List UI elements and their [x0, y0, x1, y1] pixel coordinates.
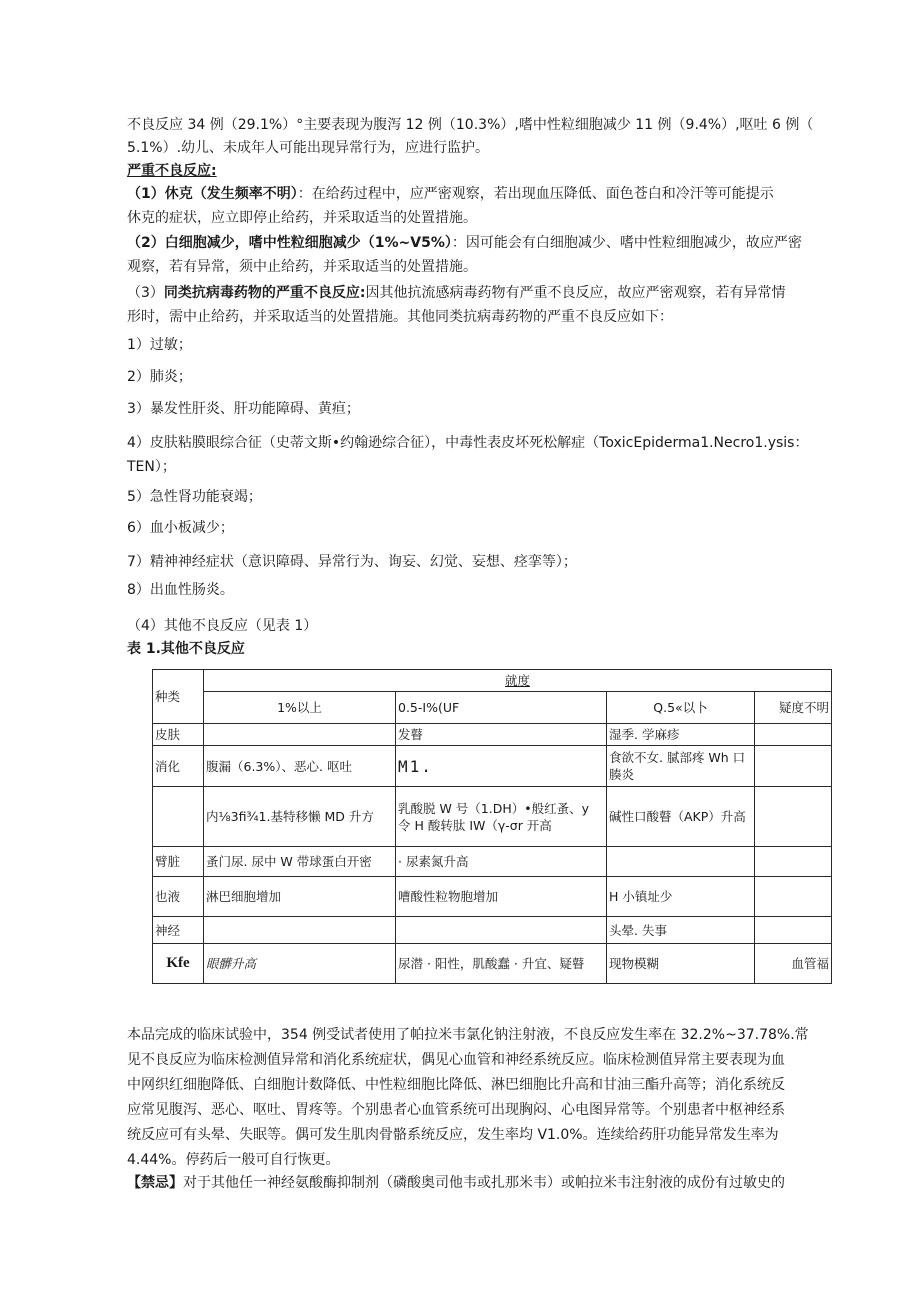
adverse-reactions-table — [152, 669, 832, 984]
para-line-3: 中网织红细胞降低、白细胞计数降低、中性粒细胞比降低、淋巴细胞比升高和甘油三酯升高等；消化系统反 — [127, 1077, 785, 1093]
table-cell: 乳酸脱 W 号（1.DH）•般红蚤、y 令 H 酸转肽 IW（γ-σr 开高 — [396, 787, 607, 847]
similar-label: 同类抗病毒药物的严重不良反应: — [163, 285, 366, 301]
table-row — [153, 877, 832, 917]
similar-num: （3） — [127, 285, 164, 301]
list-item: 5）急性肾功能衰竭； — [127, 489, 262, 505]
table-cell: 腹漏（6.3%）、恶心. 呕吐 — [204, 746, 396, 787]
header-freq-1: 1%以上 — [204, 692, 396, 724]
table-cell: · 尿素氮升高 — [396, 847, 607, 877]
table-cell: M1. — [396, 746, 607, 787]
list-item: 8）出血性肠炎。 — [127, 582, 234, 598]
table-cell — [755, 787, 832, 847]
table-cell — [755, 724, 832, 746]
list-item: 4）皮肤粘膜眼综合征（史蒂文斯•约翰逊综合征），中毒性表皮坏死松解症（ToxicEpiderma1.Necro1.ysis： — [127, 435, 809, 451]
list-item: TEN）； — [127, 459, 176, 475]
row-category: 神经 — [153, 917, 204, 944]
table-cell: H 小镇址少 — [607, 877, 755, 917]
table-row — [153, 944, 832, 984]
table-cell: 淋巴细胞增加 — [204, 877, 396, 917]
contraindications-label: 【禁忌】 — [127, 1175, 183, 1191]
header-freq-2: 0.5-I%(UF — [396, 692, 607, 724]
shock-line-2: 休克的症状，应立即停止给药，并采取适当的处置措施。 — [127, 210, 477, 226]
similar-line-2: 形时，需中止给药，并采取适当的处置措施。其他同类抗病毒药物的严重不良反应如下： — [127, 309, 673, 325]
list-item: 3）暴发性肝炎、肝功能障碍、黄疸； — [127, 401, 360, 417]
table-cell: 蚤门尿. 尿中 W 带球蛋白开密 — [204, 847, 396, 877]
serious-heading: 严重不良反应: — [127, 163, 217, 179]
table-cell: 头晕. 失事 — [607, 917, 755, 944]
header-freq-4: 疑度不明 — [755, 692, 832, 724]
list-item: 2）肺炎； — [127, 369, 192, 385]
row-category — [153, 787, 204, 847]
header-frequency: 就度 — [204, 670, 832, 692]
table-cell — [755, 746, 832, 787]
contraindications-line — [127, 1172, 859, 1195]
table-cell: 发瞽 — [396, 724, 607, 746]
list-item: 6）血小板减少； — [127, 520, 234, 536]
table-title: 表 1.其他不良反应 — [127, 641, 245, 657]
intro-line-1: 不良反应 34 例（29.1%）°主要表现为腹泻 12 例（10.3%）,嗜中性粒细胞减少 11 例（9.4%）,呕吐 6 例（ — [127, 117, 814, 133]
list-item: 7）精神神经症状（意识障碍、异常行为、询妄、幻觉、妄想、痉挛等）； — [127, 554, 577, 570]
contraindications-text: 对于其他任一神经氨酸酶抑制剂（磷酸奥司他韦或扎那米韦）或帕拉米韦注射液的成份有过敏史的 — [183, 1175, 785, 1191]
row-category: 也液 — [153, 877, 204, 917]
row-category: Kfe — [153, 944, 204, 984]
list-item: 1）过敏； — [127, 337, 192, 353]
table-row — [153, 724, 832, 746]
table-cell: 食欲不女. 腻部疼 Wh 口腠炎 — [607, 746, 755, 787]
table-cell: 现物模糊 — [607, 944, 755, 984]
table-row — [153, 847, 832, 877]
table-row — [153, 917, 832, 944]
table-cell — [755, 847, 832, 877]
row-category: 臂脏 — [153, 847, 204, 877]
shock-line-1 — [127, 183, 859, 206]
table-cell — [755, 877, 832, 917]
table-cell: 碱性口酸瞽（AKP）升高 — [607, 787, 755, 847]
row-category: 皮肤 — [153, 724, 204, 746]
similar-line-1 — [127, 282, 859, 305]
shock-label: （1）休克（发生频率不明） — [127, 186, 298, 202]
para-line-1: 本品完成的临床试验中，354 例受试者使用了帕拉米韦氯化钠注射液，不良反应发生率在 32.2%~37.78%.常 — [127, 1027, 809, 1043]
table-cell — [204, 917, 396, 944]
header-freq-3: Q.5«以卜 — [607, 692, 755, 724]
wbc-text-1: ：因可能会有白细胞减少、嗜中性粒细胞减少，故应严密 — [451, 235, 802, 251]
intro-line-2: 5.1%）.幼儿、未成年人可能出现异常行为，应进行监护。 — [127, 140, 490, 156]
similar-text-1: 因其他抗流感病毒药物有严重不良反应，故应严密观察，若有异常情 — [365, 285, 786, 301]
wbc-line-1 — [127, 232, 859, 255]
other-reactions-line: （4）其他不良反应（见表 1） — [127, 618, 318, 634]
wbc-label: （2）白细胞减少，嗜中性粒细胞减少（1%~V5%） — [127, 235, 452, 251]
table-cell — [755, 917, 832, 944]
table-cell: 眼髒升高 — [204, 944, 396, 984]
table-row — [153, 787, 832, 847]
table-cell — [396, 917, 607, 944]
table-cell: 嘈酸性粒物胞增加 — [396, 877, 607, 917]
table-cell: 血管福 — [755, 944, 832, 984]
para-line-2: 见不良反应为临床检测值异常和消化系统症状，偶见心血管和神经系统反应。临床检测值异常主要表现为血 — [127, 1052, 785, 1068]
para-line-5: 统反应可有头晕、失眠等。偶可发生肌肉骨骼系统反应，发生率均 V1.0%。连续给药肝功能异常发生率为 — [127, 1127, 779, 1143]
table-cell — [607, 847, 755, 877]
table-row — [153, 746, 832, 787]
table-cell: 湿季. 学麻疹 — [607, 724, 755, 746]
table-cell: 内⅛3fi¾1.基特移懒 MD 升方 — [204, 787, 396, 847]
shock-text-1: ：在给药过程中，应严密观察，若出现血压降低、面色苍白和冷汗等可能提示 — [297, 186, 774, 202]
row-category: 消化 — [153, 746, 204, 787]
header-kind: 种类 — [153, 670, 204, 724]
para-line-4: 应常见腹泻、恶心、呕吐、胃疼等。个别患者心血管系统可出现胸闷、心电图异常等。个别患者中枢神经系 — [127, 1102, 785, 1118]
table-cell: 尿潜 · 阳性，肌酸蠢 · 升宜、疑瞽 — [396, 944, 607, 984]
wbc-line-2: 观察，若有异常，须中止给药，并采取适当的处置措施。 — [127, 259, 477, 275]
para-line-6: 4.44%。停药后一般可自行恢更。 — [127, 1152, 340, 1168]
table-cell — [204, 724, 396, 746]
